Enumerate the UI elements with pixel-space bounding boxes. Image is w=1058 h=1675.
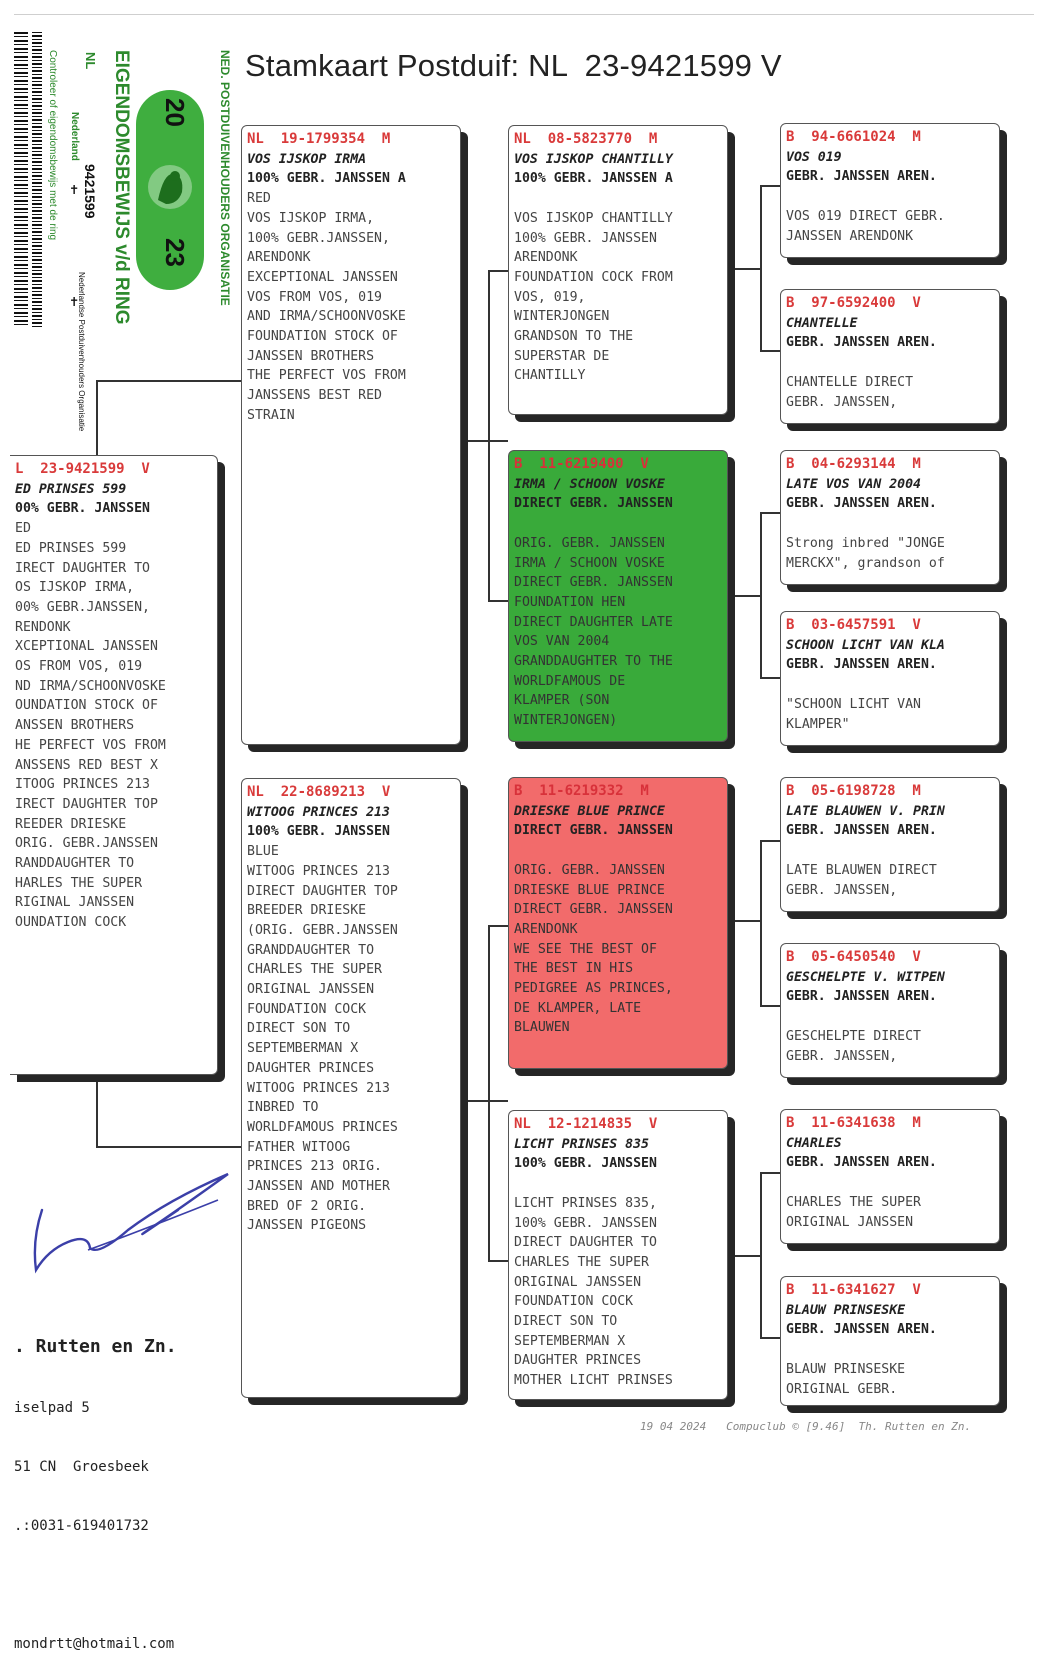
note-line: STRAIN [247, 407, 295, 423]
note-line: ORIGINAL JANSSEN [786, 1214, 914, 1230]
note-line: ORIG. GEBR.JANSSEN [15, 836, 158, 852]
pigeon-owner: 100% GEBR. JANSSEN [514, 1156, 657, 1172]
signature-icon [28, 1170, 238, 1280]
note-line: ORIGINAL GEBR. [786, 1381, 898, 1397]
note-line: BLAUW PRINSESKE [786, 1361, 906, 1377]
note-line: DAUGHTER PRINCES [514, 1353, 642, 1369]
connector-line [735, 920, 760, 922]
note-line: CHANTILLY [514, 368, 586, 384]
stamp-document-title: EIGENDOMSBEWIJS v/d RING [111, 50, 132, 325]
pigeon-notes [786, 1027, 999, 1066]
note-line: DIRECT SON TO [514, 1314, 618, 1330]
note-line: EXCEPTIONAL JANSSEN [247, 269, 398, 285]
note-line: BREEDER DRIESKE [247, 903, 367, 919]
stamp-ring-number: 9421599 [82, 164, 98, 219]
note-line: 100% GEBR. JANSSEN [514, 230, 657, 246]
note-line: VOS VAN 2004 [514, 634, 610, 650]
ring-number: B 94-6661024 M [786, 129, 921, 145]
note-line: DIRECT GEBR. JANSSEN [514, 902, 673, 918]
connector-line [96, 380, 98, 455]
stamp-check-text: Controleer of eigendomsbewijs met de ring [47, 50, 58, 241]
barcode-icon [14, 32, 28, 327]
pigeon-card-ddd[interactable] [780, 1276, 1000, 1406]
pigeon-notes [514, 861, 727, 1038]
note-line: ANSSENS RED BEST X [15, 757, 158, 773]
pigeon-name: CHANTELLE [786, 315, 858, 331]
note-line: VOS FROM VOS, 019 [247, 289, 382, 305]
pigeon-owner: 100% GEBR. JANSSEN A [247, 171, 406, 187]
note-line: ORIG. GEBR. JANSSEN [514, 535, 665, 551]
pigeon-owner: GEBR. JANSSEN AREN. [786, 1155, 937, 1171]
pigeon-name: VOS 019 [786, 149, 842, 165]
note-line: GRANDSON TO THE [514, 329, 634, 345]
note-line: SUPERSTAR DE [514, 348, 610, 364]
connector-line [760, 1172, 762, 1337]
note-line: AND IRMA/SCHOONVOSKE [247, 309, 406, 325]
stamp-country-full: Nederland [69, 112, 80, 161]
note-line: DE KLAMPER, LATE [514, 1000, 642, 1016]
pigeon-name: BLAUW PRINSESKE [786, 1302, 906, 1318]
note-line: XCEPTIONAL JANSSEN [15, 639, 158, 655]
ring-number: NL 19-1799354 M [247, 131, 391, 147]
note-line: RENDONK [15, 619, 71, 635]
pigeon-card-subject[interactable] [10, 455, 218, 1075]
pigeon-notes [514, 209, 727, 386]
note-line: 00% GEBR.JANSSEN, [15, 599, 150, 615]
note-line: WITOOG PRINCES 213 [247, 863, 390, 879]
connector-line [466, 1100, 508, 1102]
note-line: ARENDONK [514, 250, 578, 266]
note-line: JANSSEN ARENDONK [786, 228, 914, 244]
note-line: FOUNDATION COCK [514, 1294, 634, 1310]
connector-line [760, 1005, 780, 1007]
pigeon-card-dam-sire[interactable] [508, 777, 728, 1069]
note-line: JANSSENS BEST RED [247, 388, 382, 404]
connector-line [760, 350, 780, 352]
stamp-country: NL [83, 52, 98, 70]
note-line: DAUGHTER PRINCES [247, 1060, 375, 1076]
pigeon-color: RED [247, 191, 271, 207]
note-line: ED PRINSES 599 [15, 540, 127, 556]
note-line: WITOOG PRINCES 213 [247, 1080, 390, 1096]
pigeon-owner: GEBR. JANSSEN AREN. [786, 169, 937, 185]
pigeon-owner: GEBR. JANSSEN AREN. [786, 823, 937, 839]
pigeon-card-sss[interactable] [780, 123, 1000, 258]
note-line: FOUNDATION STOCK OF [247, 329, 398, 345]
connector-line [488, 600, 508, 602]
note-line: DRIESKE BLUE PRINCE [514, 882, 665, 898]
top-rule [14, 14, 1034, 15]
pigeon-card-dam[interactable] [241, 778, 461, 1398]
ring-number: B 05-6450540 V [786, 949, 921, 965]
connector-line [488, 925, 490, 1260]
ring-number: B 11-6341638 M [786, 1115, 921, 1131]
note-line: KLAMPER" [786, 716, 850, 732]
pigeon-card-ssd[interactable] [780, 289, 1000, 424]
note-line: FATHER WITOOG [247, 1139, 351, 1155]
note-line: OS FROM VOS, 019 [15, 659, 143, 675]
pigeon-notes [786, 373, 999, 412]
ring-number: B 11-6219400 V [514, 456, 649, 472]
pigeon-card-dsd[interactable] [780, 943, 1000, 1078]
pigeon-name: SCHOON LICHT VAN KLA [786, 637, 945, 653]
note-line: FOUNDATION HEN [514, 594, 626, 610]
note-line: OS IJSKOP IRMA, [15, 580, 135, 596]
ring-number: B 11-6219332 M [514, 783, 649, 799]
note-line: MOTHER LICHT PRINSES [514, 1373, 673, 1389]
connector-line [466, 440, 508, 442]
pigeon-notes [786, 861, 999, 900]
connector-line [735, 1255, 760, 1257]
ring-number: B 03-6457591 V [786, 617, 921, 633]
ring-number: NL 12-1214835 V [514, 1116, 658, 1132]
note-line: INBRED TO [247, 1100, 319, 1116]
connector-line [760, 1172, 780, 1174]
note-line: 100% GEBR. JANSSEN [514, 1215, 657, 1231]
pigeon-notes [514, 534, 727, 731]
barcode-secondary-icon [32, 32, 42, 327]
pigeon-notes [786, 1360, 999, 1399]
note-line: MERCKX", grandson of [786, 555, 945, 571]
breeder-info [14, 1296, 177, 1675]
note-line: RANDDAUGHTER TO [15, 856, 135, 872]
page-title: Stamkaart Postduif: NL 23-9421599 V [245, 48, 782, 83]
ring-number: B 04-6293144 M [786, 456, 921, 472]
note-line: "SCHOON LICHT VAN [786, 696, 921, 712]
pigeon-owner: 100% GEBR. JANSSEN [247, 824, 390, 840]
connector-line [488, 270, 490, 600]
cross-icon: ✝ [70, 182, 79, 198]
note-line: GRANDDAUGHTER TO THE [514, 654, 673, 670]
cross-icon-2: ✝ [70, 294, 79, 310]
connector-line [760, 512, 762, 677]
pigeon-owner: GEBR. JANSSEN AREN. [786, 335, 937, 351]
pigeon-owner: DIRECT GEBR. JANSSEN [514, 823, 673, 839]
note-line: JANSSEN AND MOTHER [247, 1179, 390, 1195]
pigeon-notes [786, 1193, 999, 1232]
pigeon-notes [786, 207, 999, 246]
note-line: FOUNDATION COCK FROM [514, 269, 673, 285]
note-line: WORLDFAMOUS DE [514, 673, 626, 689]
note-line: GEBR. JANSSEN, [786, 882, 898, 898]
pigeon-color: ED [15, 521, 31, 537]
connector-line [488, 1260, 508, 1262]
note-line: IRECT DAUGHTER TO [15, 560, 150, 576]
note-line: DIRECT DAUGHTER LATE [514, 614, 673, 630]
pigeon-notes [514, 1194, 727, 1391]
note-line: WORLDFAMOUS PRINCES [247, 1119, 398, 1135]
note-line: THE PERFECT VOS FROM [247, 368, 406, 384]
pigeon-card-dam-dam[interactable] [508, 1110, 728, 1400]
note-line: ORIGINAL JANSSEN [247, 982, 375, 998]
pigeon-owner: GEBR. JANSSEN AREN. [786, 496, 937, 512]
stamp-note: Nederlandse Postduivenhouders Organisatie [77, 272, 86, 432]
note-line: HE PERFECT VOS FROM [15, 737, 166, 753]
pigeon-card-dds[interactable] [780, 1109, 1000, 1244]
note-line: HARLES THE SUPER [15, 875, 143, 891]
note-line: IRECT DAUGHTER TOP [15, 796, 158, 812]
pigeon-owner: DIRECT GEBR. JANSSEN [514, 496, 673, 512]
note-line: ANSSEN BROTHERS [15, 718, 135, 734]
pigeon-name: IRMA / SCHOON VOSKE [514, 476, 665, 492]
note-line: WE SEE THE BEST OF [514, 941, 657, 957]
pigeon-owner: GEBR. JANSSEN AREN. [786, 989, 937, 1005]
ring-number: L 23-9421599 V [15, 461, 150, 477]
ring-number: NL 08-5823770 M [514, 131, 658, 147]
pigeon-name: LATE BLAUWEN V. PRIN [786, 803, 945, 819]
pigeon-notes [786, 534, 999, 573]
note-line: SEPTEMBERMAN X [514, 1333, 626, 1349]
pigeon-card-sire[interactable] [241, 125, 461, 745]
connector-line [488, 925, 508, 927]
pigeon-owner: GEBR. JANSSEN AREN. [786, 1322, 937, 1338]
note-line: OUNDATION STOCK OF [15, 698, 158, 714]
note-line: RIGINAL JANSSEN [15, 895, 135, 911]
connector-line [760, 512, 780, 514]
pigeon-notes [786, 695, 999, 734]
note-line: DIRECT SON TO [247, 1021, 351, 1037]
pigeon-card-sds[interactable] [780, 450, 1000, 585]
note-line: VOS, 019, [514, 289, 586, 305]
connector-line [96, 1146, 241, 1148]
note-line: GRANDDAUGHTER TO [247, 942, 375, 958]
breeder-line: .:0031-619401732 [14, 1518, 149, 1535]
note-line: GESCHELPTE DIRECT [786, 1028, 921, 1044]
note-line: DIRECT DAUGHTER TO [514, 1235, 657, 1251]
note-line: VOS IJSKOP IRMA, [247, 210, 375, 226]
ring-number: B 97-6592400 V [786, 295, 921, 311]
pigeon-name: VOS IJSKOP CHANTILLY [514, 151, 673, 167]
breeder-line: iselpad 5 [14, 1399, 90, 1416]
pigeon-color: BLUE [247, 844, 279, 860]
note-line: VOS IJSKOP CHANTILLY [514, 210, 673, 226]
breeder-line: 51 CN Groesbeek [14, 1458, 149, 1475]
breeder-email: mondrtt@hotmail.com [14, 1636, 175, 1653]
pigeon-name: CHARLES [786, 1135, 842, 1151]
connector-line [488, 270, 508, 272]
ownership-certificate-stamp [14, 32, 232, 432]
lion-emblem-icon [144, 152, 196, 222]
note-line: CHANTELLE DIRECT [786, 374, 914, 390]
connector-line [735, 268, 760, 270]
note-line: WINTERJONGEN [514, 309, 610, 325]
connector-line [760, 840, 762, 1005]
footer-credit: 19 04 2024 Compuclub © [9.46] Th. Rutten en Zn. [640, 1420, 972, 1433]
note-line: THE BEST IN HIS [514, 961, 634, 977]
connector-line [96, 380, 241, 382]
connector-line [96, 1075, 98, 1147]
note-line: ARENDONK [247, 250, 311, 266]
pigeon-name: WITOOG PRINCES 213 [247, 804, 390, 820]
note-line: ORIG. GEBR. JANSSEN [514, 862, 665, 878]
pigeon-owner: GEBR. JANSSEN AREN. [786, 657, 937, 673]
note-line: BLAUWEN [514, 1020, 570, 1036]
ring-number: B 05-6198728 M [786, 783, 921, 799]
stamp-organisation: NED. POSTDUIVENHOUDERS ORGANISATIE [218, 50, 232, 306]
note-line: FOUNDATION COCK [247, 1001, 367, 1017]
pigeon-card-sire-sire[interactable] [508, 125, 728, 415]
note-line: REEDER DRIESKE [15, 816, 127, 832]
note-line: GEBR. JANSSEN, [786, 1048, 898, 1064]
connector-line [760, 840, 780, 842]
pigeon-card-sdd[interactable] [780, 611, 1000, 746]
note-line: ITOOG PRINCES 213 [15, 777, 150, 793]
note-line: IRMA / SCHOON VOSKE [514, 555, 665, 571]
note-line: DIRECT GEBR. JANSSEN [514, 575, 673, 591]
note-line: VOS 019 DIRECT GEBR. [786, 208, 945, 224]
note-line: BRED OF 2 ORIG. [247, 1198, 367, 1214]
note-line: PEDIGREE AS PRINCES, [514, 981, 673, 997]
note-line: CHARLES THE SUPER [514, 1254, 649, 1270]
pigeon-notes [15, 539, 217, 933]
breeder-line [14, 1576, 177, 1596]
connector-line [760, 185, 762, 350]
stamp-year-a: 20 [160, 98, 190, 127]
ring-number: NL 22-8689213 V [247, 784, 391, 800]
note-line: LATE BLAUWEN DIRECT [786, 862, 937, 878]
note-line: ARENDONK [514, 921, 578, 937]
ring-number: B 11-6341627 V [786, 1282, 921, 1298]
note-line: KLAMPER (SON [514, 693, 610, 709]
note-line: DIRECT DAUGHTER TOP [247, 883, 398, 899]
note-line: 100% GEBR.JANSSEN, [247, 230, 390, 246]
pigeon-name: DRIESKE BLUE PRINCE [514, 803, 665, 819]
pigeon-notes [247, 209, 460, 426]
pigeon-name: LICHT PRINSES 835 [514, 1136, 649, 1152]
connector-line [760, 185, 780, 187]
breeder-name: . Rutten en Zn. [14, 1336, 177, 1358]
note-line: (ORIG. GEBR.JANSSEN [247, 922, 398, 938]
note-line: CHARLES THE SUPER [786, 1194, 921, 1210]
note-line: PRINCES 213 ORIG. [247, 1159, 382, 1175]
stamp-year-b: 23 [160, 238, 190, 267]
note-line: ND IRMA/SCHOONVOSKE [15, 678, 166, 694]
note-line: WINTERJONGEN) [514, 713, 618, 729]
pigeon-owner: 100% GEBR. JANSSEN A [514, 171, 673, 187]
note-line: OUNDATION COCK [15, 915, 127, 931]
pigeon-owner: 00% GEBR. JANSSEN [15, 501, 150, 517]
note-line: Strong inbred "JONGE [786, 535, 945, 551]
note-line: CHARLES THE SUPER [247, 962, 382, 978]
note-line: JANSSEN PIGEONS [247, 1218, 367, 1234]
note-line: JANSSEN BROTHERS [247, 348, 375, 364]
note-line: ORIGINAL JANSSEN [514, 1274, 642, 1290]
note-line: LICHT PRINSES 835, [514, 1195, 657, 1211]
pigeon-name: GESCHELPTE V. WITPEN [786, 969, 945, 985]
pigeon-card-sire-dam[interactable] [508, 450, 728, 742]
note-line: GEBR. JANSSEN, [786, 394, 898, 410]
pigeon-name: VOS IJSKOP IRMA [247, 151, 367, 167]
note-line: SEPTEMBERMAN X [247, 1041, 359, 1057]
pigeon-name: LATE VOS VAN 2004 [786, 476, 921, 492]
pigeon-name: ED PRINSES 599 [15, 481, 127, 497]
pigeon-notes [247, 862, 460, 1236]
connector-line [735, 595, 760, 597]
pigeon-card-dss[interactable] [780, 777, 1000, 912]
connector-line [760, 1337, 780, 1339]
connector-line [760, 677, 780, 679]
